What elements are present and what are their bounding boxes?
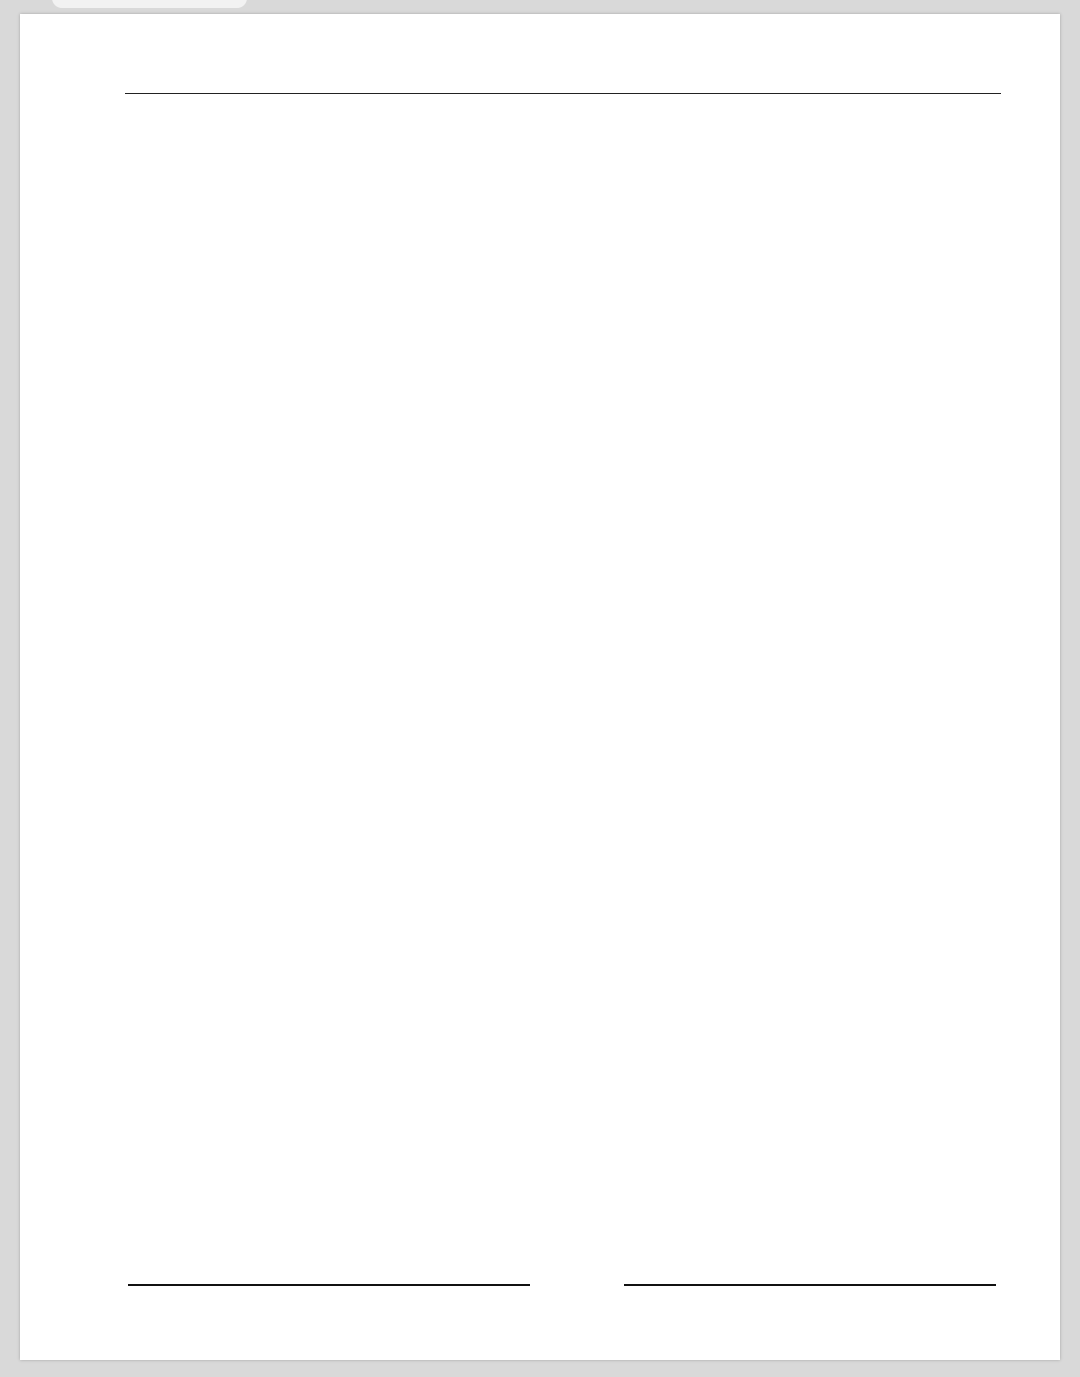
- header-rule: [125, 93, 1001, 94]
- footer-rule-right: [624, 1284, 996, 1286]
- window-tab-edge: [52, 0, 247, 8]
- footer-rule-left: [128, 1284, 530, 1286]
- toc-left-column: [136, 144, 554, 160]
- document-page: [20, 14, 1060, 1360]
